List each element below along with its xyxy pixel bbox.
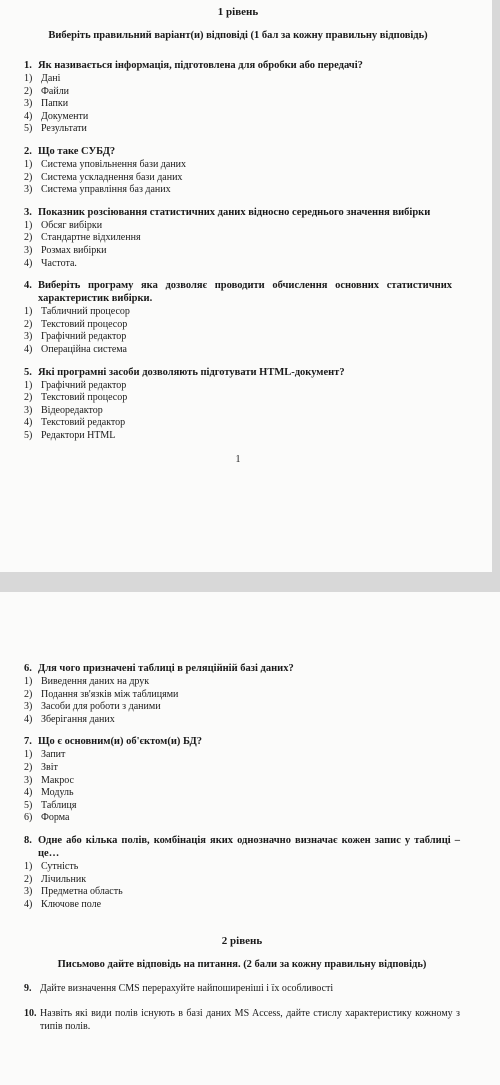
question [24, 834, 460, 911]
answer-option [24, 800, 460, 813]
question-text: Як називається інформація, підготовлена для обробки або передачі? [38, 60, 363, 71]
answer-option [24, 159, 452, 172]
answer-option [24, 232, 452, 245]
option-text: Обсяг вибірки [41, 219, 103, 231]
option-number: 4) [24, 898, 33, 910]
option-number: 4) [24, 110, 33, 122]
open-question [24, 982, 460, 995]
option-text: Графічний редактор [41, 331, 127, 343]
option-text: Таблиця [41, 799, 77, 811]
answer-option [24, 392, 452, 405]
option-number: 1) [24, 676, 33, 687]
question-text: Назвіть які види полів існують в базі даних MS Access, дайте стислу характеристику кожному з типів полів. [40, 1008, 460, 1033]
option-number: 1) [24, 306, 33, 318]
question-list [24, 592, 460, 911]
answer-option [24, 380, 452, 393]
option-number: 3) [24, 184, 33, 196]
answer-option [24, 73, 452, 86]
question-title [24, 735, 460, 748]
instruction: Письмово дайте відповідь на питання. (2 бали за кожну правильну відповідь) [57, 959, 427, 971]
option-number: 1) [24, 73, 33, 84]
option-text: Зберігання даних [41, 713, 115, 725]
answer-option [24, 775, 460, 788]
option-text: Табличний процесор [41, 306, 130, 318]
open-question-list [24, 982, 460, 1033]
answer-option [24, 787, 460, 800]
question-title [24, 59, 452, 72]
answer-options [24, 306, 452, 356]
question-list [24, 59, 452, 442]
option-number: 3) [24, 331, 33, 343]
option-number: 4) [24, 417, 33, 429]
question-title [24, 145, 452, 158]
answer-option [24, 701, 460, 714]
option-text: Подання зв'язків між таблицями [41, 688, 179, 700]
option-number: 3) [24, 774, 33, 786]
open-question [24, 1007, 460, 1033]
option-number: 5) [24, 799, 33, 811]
question [24, 145, 452, 197]
answer-option [24, 86, 452, 99]
option-text: Результати [41, 123, 87, 135]
question [24, 206, 452, 270]
question-title [24, 279, 452, 305]
option-number: 5) [24, 123, 33, 135]
answer-option [24, 762, 460, 775]
option-text: Форма [41, 812, 70, 824]
answer-option [24, 749, 460, 762]
answer-option [24, 220, 452, 233]
option-text: Звіт [41, 761, 58, 773]
option-text: Текстовий процесор [41, 318, 128, 330]
option-number: 1) [24, 860, 33, 872]
option-number: 3) [24, 244, 33, 256]
question-title [24, 662, 460, 675]
answer-options [24, 380, 452, 443]
answer-options [24, 220, 452, 270]
option-text: Папки [41, 98, 69, 110]
instruction: Виберіть правильний варіант(и) відповіді (1 бал за кожну правильну відповідь) [48, 30, 428, 41]
question [24, 735, 460, 825]
answer-option [24, 886, 460, 899]
question [24, 279, 452, 356]
answer-option [24, 331, 452, 344]
option-number: 2) [24, 873, 33, 885]
option-number: 2) [24, 761, 33, 773]
answer-option [24, 812, 460, 825]
answer-option [24, 874, 460, 887]
question-text: Виберіть програму яка дозволяє проводити обчислення основних статистичних характеристик вибірки. [38, 280, 452, 305]
option-number: 3) [24, 886, 33, 898]
option-number: 3) [24, 98, 33, 110]
option-number: 3) [24, 404, 33, 416]
option-number: 4) [24, 343, 33, 355]
level-title: 1 рівень [217, 6, 259, 18]
answer-option [24, 417, 452, 430]
option-number: 4) [24, 257, 33, 269]
option-number: 1) [24, 158, 33, 170]
option-text: Дані [41, 73, 61, 84]
question-number: 7. [24, 736, 32, 748]
option-text: Макрос [41, 774, 74, 786]
option-text: Розмах вибірки [41, 244, 107, 256]
option-text: Система управління баз даних [41, 184, 171, 196]
answer-option [24, 344, 452, 357]
option-text: Відеоредактор [41, 404, 103, 416]
question-text: Дайте визначення CMS перерахуйте найпоширеніші і їх особливості [40, 983, 334, 995]
option-text: Лічильник [41, 873, 87, 885]
option-number: 3) [24, 701, 33, 713]
question [24, 366, 452, 443]
option-text: Предметна область [41, 886, 123, 898]
answer-option [24, 405, 452, 418]
question [24, 59, 452, 136]
option-text: Операційна система [41, 343, 127, 355]
answer-option [24, 306, 452, 319]
option-text: Стандартне відхилення [41, 232, 141, 244]
answer-option [24, 714, 460, 727]
answer-option [24, 861, 460, 874]
option-number: 2) [24, 232, 33, 244]
question-number: 6. [24, 663, 32, 674]
option-text: Сутність [41, 860, 79, 872]
option-number: 6) [24, 812, 33, 824]
question-number: 3. [24, 206, 32, 218]
option-number: 1) [24, 379, 33, 391]
answer-option [24, 319, 452, 332]
answer-option [24, 676, 460, 689]
option-number: 1) [24, 219, 33, 231]
question-text: Для чого призначені таблиці в реляційній базі даних? [38, 663, 294, 674]
answer-option [24, 899, 460, 912]
option-number: 2) [24, 318, 33, 330]
answer-options [24, 861, 460, 911]
question-text: Що таке СУБД? [38, 145, 116, 157]
answer-option [24, 430, 452, 443]
worksheet-page-2 [0, 592, 500, 1085]
question-number: 10. [24, 1008, 37, 1020]
option-number: 4) [24, 787, 33, 799]
answer-options [24, 159, 452, 197]
option-text: Документи [41, 110, 89, 122]
option-text: Система ускладнення бази даних [41, 171, 183, 183]
level-title: 2 рівень [221, 935, 263, 948]
answer-option [24, 689, 460, 702]
option-number: 5) [24, 429, 33, 441]
option-text: Засоби для роботи з даними [41, 701, 161, 713]
option-text: Текстовий процесор [41, 392, 128, 404]
question-title [24, 366, 452, 379]
question-text: Одне або кілька полів, комбінація яких однозначно визначає кожен запис у таблиці – це… [38, 834, 460, 859]
question-number: 5. [24, 366, 32, 378]
option-text: Частота. [41, 257, 77, 269]
option-text: Редактори HTML [41, 429, 116, 441]
question-text: Що є основним(и) об'єктом(и) БД? [38, 736, 203, 748]
answer-options [24, 73, 452, 136]
option-text: Текстовий редактор [41, 417, 126, 429]
option-number: 2) [24, 85, 33, 97]
question-text: Показник розсіювання статистичних даних відносно середнього значення вибірки [38, 206, 431, 218]
question-number: 8. [24, 834, 32, 846]
answer-options [24, 676, 460, 726]
option-text: Модуль [41, 787, 74, 799]
question [24, 662, 460, 726]
question-number: 9. [24, 983, 32, 995]
option-text: Система уповільнення бази даних [41, 158, 187, 170]
question-number: 4. [24, 280, 32, 292]
question-text: Які програмні засоби дозволяють підготувати HTML-документ? [38, 366, 345, 378]
option-text: Файли [41, 85, 70, 97]
option-text: Запит [41, 749, 66, 761]
option-text: Графічний редактор [41, 379, 127, 391]
question-title [24, 206, 452, 219]
answer-option [24, 172, 452, 185]
option-number: 2) [24, 171, 33, 183]
answer-options [24, 749, 460, 825]
answer-option [24, 111, 452, 124]
option-text: Виведення даних на друк [41, 676, 150, 687]
question-title [24, 834, 460, 860]
question-number: 2. [24, 145, 32, 157]
option-number: 4) [24, 713, 33, 725]
question-number: 1. [24, 60, 32, 71]
option-number: 1) [24, 749, 33, 761]
page-number: 1 [235, 454, 241, 466]
answer-option [24, 123, 452, 136]
answer-option [24, 98, 452, 111]
option-number: 2) [24, 688, 33, 700]
answer-option [24, 184, 452, 197]
option-number: 2) [24, 392, 33, 404]
answer-option [24, 258, 452, 271]
answer-option [24, 245, 452, 258]
option-text: Ключове поле [41, 898, 102, 910]
